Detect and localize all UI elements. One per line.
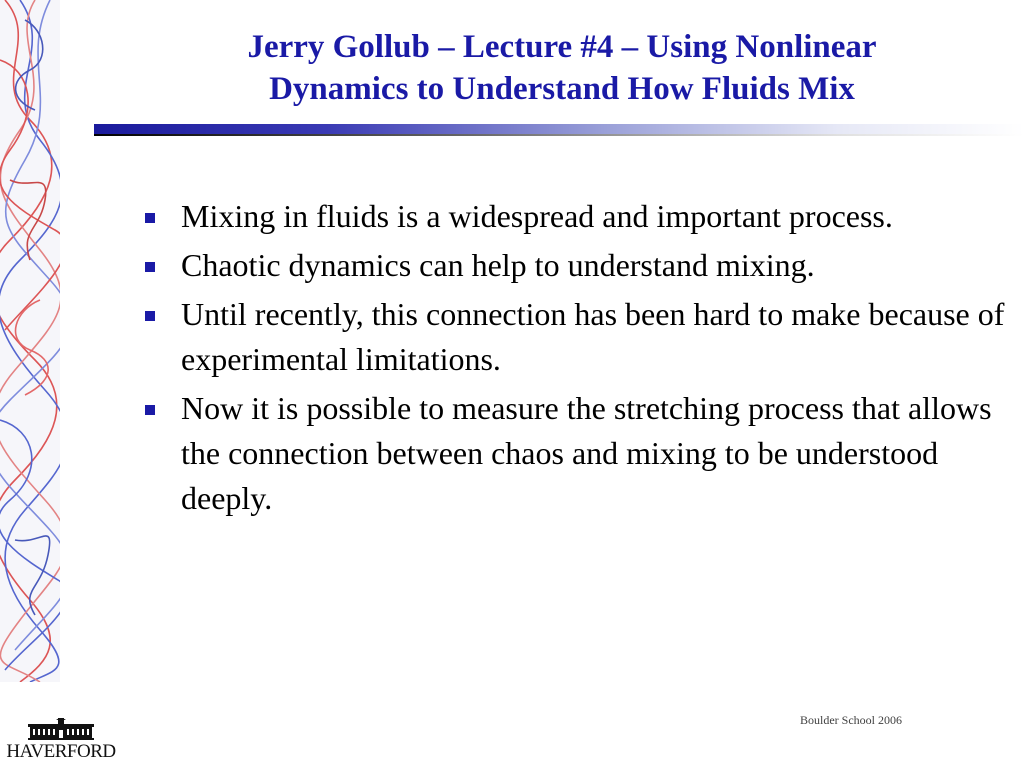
slide-title-line-2: Dynamics to Understand How Fluids Mix	[269, 71, 855, 107]
college-building-icon	[26, 718, 96, 740]
bullet-text: Until recently, this connection has been hard to make because of experimental limitations.	[181, 296, 1005, 377]
bullet-item	[143, 292, 1013, 382]
square-bullet-icon	[145, 311, 155, 321]
square-bullet-icon	[145, 262, 155, 272]
bullet-item	[143, 194, 1013, 239]
bullet-item	[143, 243, 1013, 288]
square-bullet-icon	[145, 405, 155, 415]
footer-text: Boulder School 2006	[800, 713, 902, 727]
bullet-item	[143, 386, 1013, 521]
slide-title-line-1: Jerry Gollub – Lecture #4 – Using Nonlinear	[247, 29, 877, 65]
bullet-text: Chaotic dynamics can help to understand mixing.	[181, 247, 815, 283]
haverford-logo	[6, 718, 116, 764]
slide-title	[120, 26, 1004, 110]
bullet-text: Now it is possible to measure the stretching process that allows the connection between chaos and mixing to be understood deeply.	[181, 390, 992, 516]
fluid-mixing-decoration	[0, 0, 60, 682]
square-bullet-icon	[145, 213, 155, 223]
bullet-list	[143, 194, 1013, 525]
title-underline	[94, 124, 1024, 134]
logo-wordmark: HAVERFORD	[6, 741, 116, 762]
bullet-text: Mixing in fluids is a widespread and important process.	[181, 198, 893, 234]
title-underline-shadow	[94, 134, 1024, 136]
